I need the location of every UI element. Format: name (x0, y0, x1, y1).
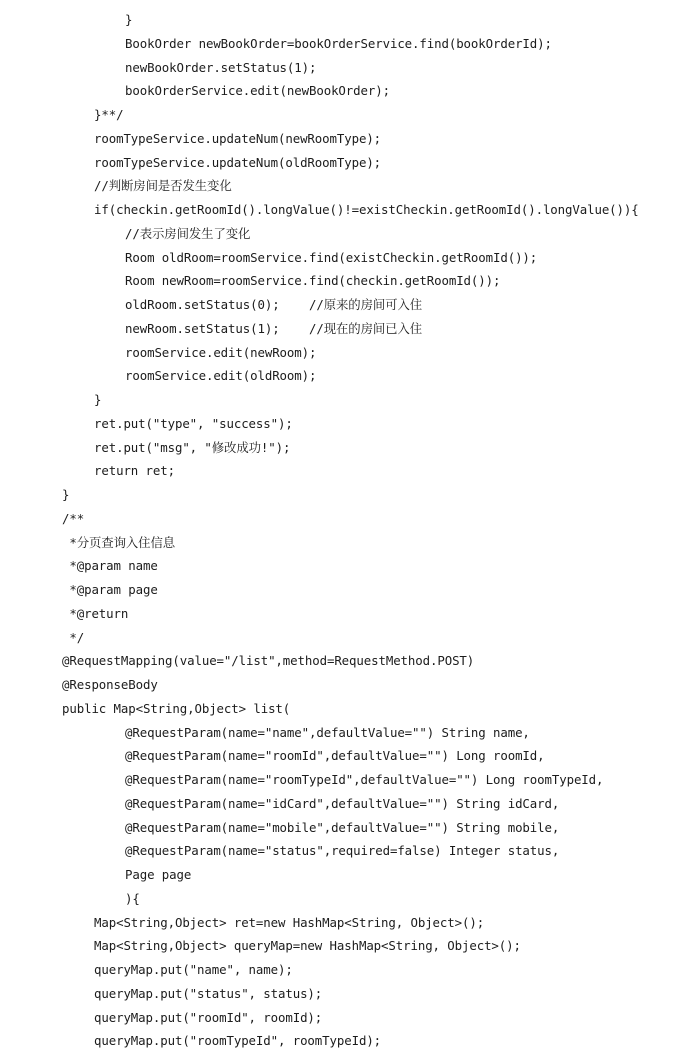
code-text: ){ (125, 890, 140, 906)
code-text: roomService.edit(newRoom); (125, 344, 317, 360)
code-text: return ret; (94, 463, 175, 479)
code-text: oldRoom.setStatus(0); //原来的房间可入住 (125, 297, 423, 312)
code-line (0, 649, 695, 673)
code-line (0, 151, 695, 175)
code-text: Room newRoom=roomService.find(checkin.getRoomId()); (125, 273, 501, 289)
code-text: roomTypeService.updateNum(newRoomType); (94, 130, 382, 146)
code-line (0, 744, 695, 768)
code-text: *@param name (62, 558, 158, 574)
code-line (0, 816, 695, 840)
code-line (0, 673, 695, 697)
code-line (0, 839, 695, 863)
code-text: } (94, 392, 102, 407)
code-line (0, 578, 695, 602)
code-line (0, 222, 695, 246)
code-line (0, 792, 695, 816)
code-text: @RequestParam(name="roomTypeId",defaultValue="") Long roomTypeId, (125, 772, 604, 787)
code-text: @RequestParam(name="roomId",defaultValue="") Long roomId, (125, 748, 545, 764)
code-line (0, 887, 695, 911)
code-text: }**/ (94, 107, 124, 122)
code-line (0, 863, 695, 887)
code-line (0, 768, 695, 792)
code-text: @RequestParam(name="name",defaultValue="") String name, (125, 724, 530, 740)
code-text: */ (62, 629, 85, 645)
code-line (0, 602, 695, 626)
code-line (0, 483, 695, 507)
code-text: } (62, 487, 70, 502)
code-text: /** (62, 510, 85, 526)
code-line (0, 982, 695, 1006)
code-line (0, 32, 695, 56)
code-line (0, 269, 695, 293)
code-line (0, 103, 695, 127)
code-text: roomTypeService.updateNum(oldRoomType); (94, 154, 382, 170)
code-line (0, 317, 695, 341)
code-line (0, 911, 695, 935)
code-text: Page page (125, 867, 192, 882)
code-text: Room oldRoom=roomService.find(existCheckin.getRoomId()); (125, 249, 538, 265)
code-text: *分页查询入住信息 (62, 534, 176, 550)
code-line (0, 198, 695, 222)
code-text: roomService.edit(oldRoom); (125, 368, 317, 384)
code-text: newRoom.setStatus(1); //现在的房间已入住 (125, 320, 423, 336)
code-line (0, 412, 695, 436)
code-text: *@param page (62, 582, 158, 597)
code-text: //判断房间是否发生变化 (94, 178, 232, 194)
code-text: @RequestParam(name="mobile",defaultValue="") String mobile, (125, 819, 560, 835)
code-line (0, 246, 695, 270)
code-line (0, 79, 695, 103)
code-listing (0, 8, 695, 1053)
code-text: queryMap.put("status", status); (94, 985, 323, 1001)
code-line (0, 56, 695, 80)
code-text: queryMap.put("roomTypeId", roomTypeId); (94, 1033, 382, 1049)
code-line (0, 127, 695, 151)
code-text: @ResponseBody (62, 677, 158, 692)
code-line (0, 1029, 695, 1053)
code-text: @RequestParam(name="status",required=false) Integer status, (125, 843, 560, 859)
code-line (0, 388, 695, 412)
code-line (0, 697, 695, 721)
code-line (0, 531, 695, 555)
code-text: if(checkin.getRoomId().longValue()!=existCheckin.getRoomId().longValue()){ (94, 202, 639, 217)
code-text: @RequestParam(name="idCard",defaultValue="") String idCard, (125, 795, 560, 811)
code-text: } (125, 12, 133, 27)
code-text: newBookOrder.setStatus(1); (125, 59, 317, 75)
code-text: Map<String,Object> queryMap=new HashMap<String, Object>(); (94, 938, 521, 954)
code-text: @RequestMapping(value="/list",method=RequestMethod.POST) (62, 653, 475, 669)
code-line (0, 721, 695, 745)
code-text: *@return (62, 605, 129, 621)
code-line (0, 341, 695, 365)
code-text: queryMap.put("roomId", roomId); (94, 1009, 323, 1025)
code-text: //表示房间发生了变化 (125, 225, 251, 241)
code-line (0, 436, 695, 460)
code-line (0, 626, 695, 650)
code-line (0, 1006, 695, 1030)
code-text: Map<String,Object> ret=new HashMap<String, Object>(); (94, 914, 485, 930)
code-text: BookOrder newBookOrder=bookOrderService.find(bookOrderId); (125, 35, 552, 51)
code-line (0, 459, 695, 483)
code-line (0, 364, 695, 388)
code-line (0, 507, 695, 531)
code-line (0, 958, 695, 982)
code-line (0, 554, 695, 578)
code-text: ret.put("msg", "修改成功!"); (94, 439, 291, 455)
code-line (0, 174, 695, 198)
code-text: ret.put("type", "success"); (94, 415, 293, 431)
code-line (0, 8, 695, 32)
code-text: queryMap.put("name", name); (94, 962, 293, 977)
code-line (0, 293, 695, 317)
code-text: bookOrderService.edit(newBookOrder); (125, 83, 390, 99)
code-line (0, 934, 695, 958)
code-text: public Map<String,Object> list( (62, 700, 291, 716)
